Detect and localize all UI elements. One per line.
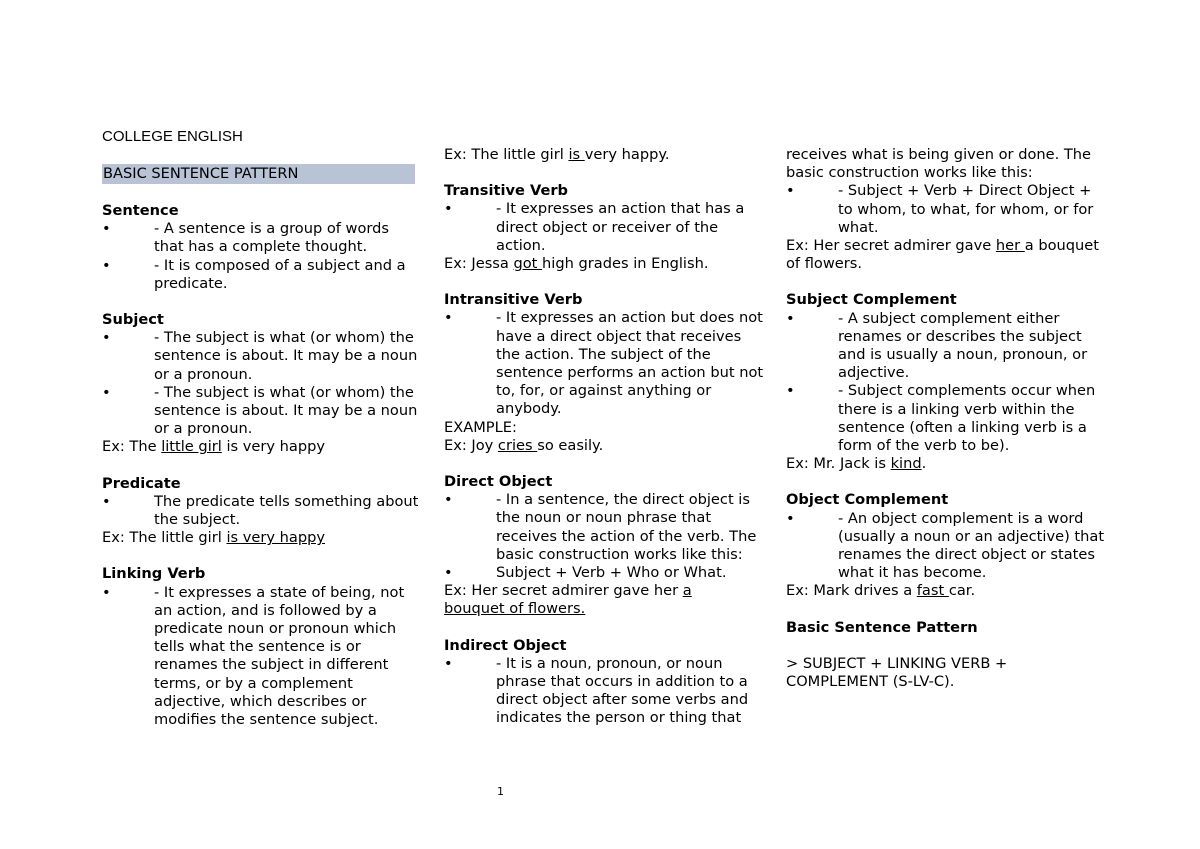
list-item: • - It expresses an action that has a direct object or receiver of the action. bbox=[444, 200, 745, 254]
bullet: • bbox=[786, 182, 795, 200]
bullet: • bbox=[102, 383, 111, 401]
example-line: Ex: Jessa got high grades in English. bbox=[444, 255, 709, 273]
column-2 bbox=[444, 146, 764, 728]
heading-direct-object: Direct Object bbox=[444, 473, 553, 491]
section-banner: BASIC SENTENCE PATTERN bbox=[102, 164, 415, 184]
heading-predicate: Predicate bbox=[102, 474, 181, 492]
example-line: Ex: Her secret admirer gave her a bouquet of flowers. bbox=[786, 237, 1099, 273]
list-item: • - It is composed of a subject and a predicate. bbox=[102, 256, 406, 292]
section-linking-verb bbox=[102, 565, 420, 729]
bullet: • bbox=[444, 491, 453, 509]
list-item: • - A subject complement either renames or describes the subject and is usually a noun, pronoun, or adjective. bbox=[786, 309, 1088, 382]
heading-intransitive-verb: Intransitive Verb bbox=[444, 291, 583, 309]
bullet: • bbox=[444, 654, 453, 672]
section-indirect-object bbox=[444, 637, 764, 728]
list-item: • - It expresses a state of being, not an action, and is followed by a predicate noun or pronoun which tells what the sentence is or renames the subject in different terms, or by a complement adjective, which describes or modifies the sentence subject. bbox=[102, 583, 405, 729]
example-line: Ex: Her secret admirer gave her a bouquet of flowers. bbox=[444, 582, 692, 618]
section-object-complement bbox=[786, 491, 1106, 600]
example-label: EXAMPLE: bbox=[444, 418, 517, 436]
list-item: • - In a sentence, the direct object is the noun or noun phrase that receives the action of the verb. The basic construction works like this: bbox=[444, 491, 757, 563]
section-sentence bbox=[102, 202, 420, 293]
bullet: • bbox=[102, 492, 111, 510]
pattern-formula: > SUBJECT + LINKING VERB + COMPLEMENT (S-LV-C). bbox=[786, 654, 1008, 691]
list-item: • - A sentence is a group of words that has a complete thought. bbox=[102, 220, 390, 256]
list-item: • - Subject + Verb + Direct Object + to whom, to what, for whom, or for what. bbox=[786, 182, 1094, 236]
bullet: • bbox=[786, 382, 795, 400]
section-subject-complement bbox=[786, 291, 1106, 473]
section-basic-sentence-pattern bbox=[786, 619, 1106, 692]
bullet: • bbox=[102, 583, 111, 601]
column-3 bbox=[786, 146, 1106, 691]
heading-basic-sentence-pattern: Basic Sentence Pattern bbox=[786, 618, 978, 636]
example-line: Ex: The little girl is very happy bbox=[102, 438, 325, 456]
continued-text: receives what is being given or done. The basic construction works like this: bbox=[786, 146, 1092, 182]
section-intransitive-verb bbox=[444, 291, 764, 455]
example-line: Ex: The little girl is very happy. bbox=[444, 146, 670, 163]
bullet: • bbox=[444, 564, 453, 582]
page-number: 1 bbox=[497, 785, 504, 798]
bullet: • bbox=[786, 509, 795, 527]
bullet: • bbox=[102, 329, 111, 347]
bullet: • bbox=[102, 256, 111, 274]
list-item: • - The subject is what (or whom) the sentence is about. It may be a noun or a pronoun. bbox=[102, 383, 418, 438]
bullet: • bbox=[444, 309, 453, 327]
example-line: Ex: Mark drives a fast car. bbox=[786, 582, 976, 600]
example-line: Ex: Mr. Jack is kind. bbox=[786, 455, 927, 473]
heading-transitive-verb: Transitive Verb bbox=[444, 182, 568, 200]
section-direct-object bbox=[444, 473, 764, 619]
list-item: • - The subject is what (or whom) the sentence is about. It may be a noun or a pronoun. bbox=[102, 329, 418, 383]
list-item: • - It expresses an action but does not have a direct object that receives the action. The subject of the sentence performs an action but not to, for, or against anything or anybody. bbox=[444, 309, 764, 418]
bullet: • bbox=[786, 309, 795, 327]
list-item: • - An object complement is a word (usually a noun or an adjective) that renames the direct object or states what it has become. bbox=[786, 509, 1105, 582]
section-transitive-verb bbox=[444, 182, 764, 273]
list-item: • Subject + Verb + Who or What. bbox=[444, 564, 727, 582]
section-predicate bbox=[102, 475, 420, 548]
list-item: • The predicate tells something about the subject. bbox=[102, 492, 419, 529]
list-item: • - Subject complements occur when there is a linking verb within the sentence (often a linking verb is a form of the verb to be). bbox=[786, 382, 1096, 455]
example-line: Ex: Joy cries so easily. bbox=[444, 436, 604, 454]
heading-subject-complement: Subject Complement bbox=[786, 291, 957, 309]
list-item: • - It is a noun, pronoun, or noun phrase that occurs in addition to a direct object after some verbs and indicates the person or thing that bbox=[444, 654, 749, 727]
bullet: • bbox=[102, 220, 111, 238]
heading-sentence: Sentence bbox=[102, 202, 179, 219]
bullet: • bbox=[444, 200, 453, 218]
heading-subject: Subject bbox=[102, 311, 164, 329]
heading-indirect-object: Indirect Object bbox=[444, 636, 567, 654]
example-line: Ex: The little girl is very happy bbox=[102, 529, 325, 547]
heading-linking-verb: Linking Verb bbox=[102, 565, 206, 583]
heading-object-complement: Object Complement bbox=[786, 491, 949, 509]
column-1 bbox=[102, 127, 420, 729]
section-subject bbox=[102, 311, 420, 457]
course-title: COLLEGE ENGLISH bbox=[102, 128, 243, 145]
